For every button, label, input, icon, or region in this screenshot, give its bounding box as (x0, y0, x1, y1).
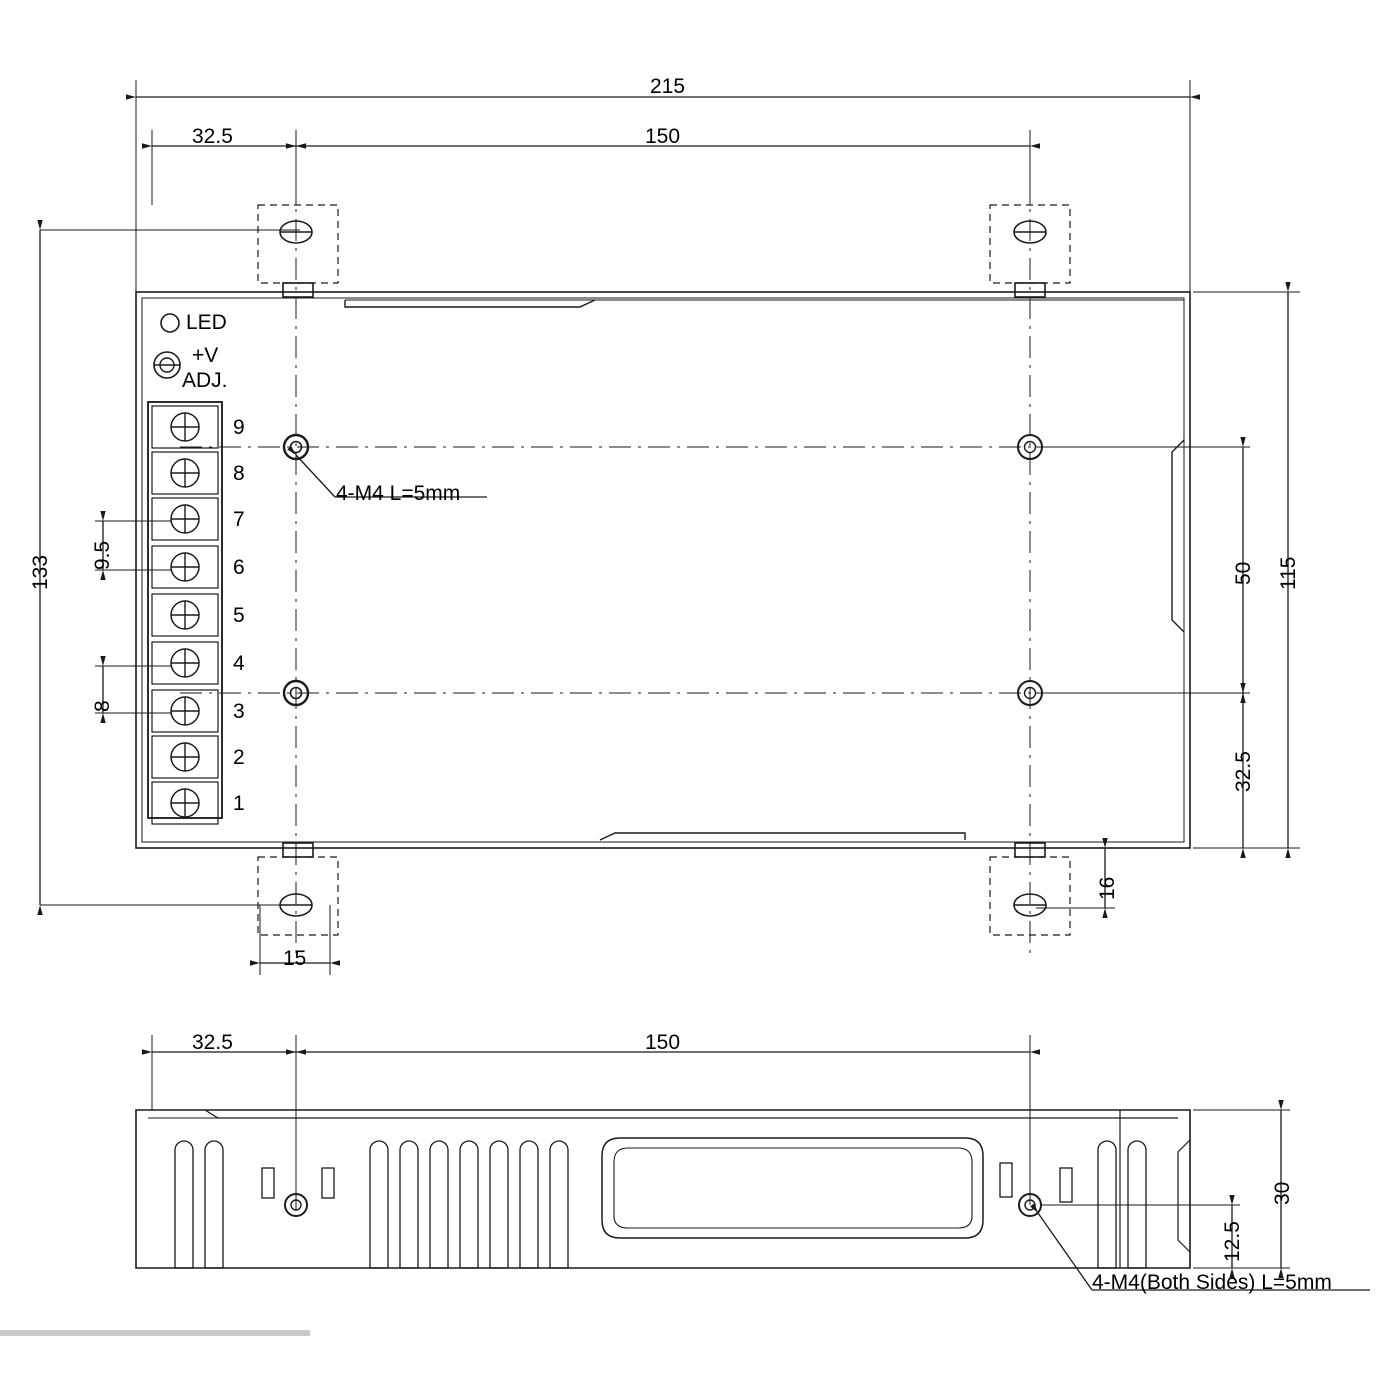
dim-mount-span-vertical: 50 (1232, 561, 1255, 585)
side-dim-mount-span-horizontal: 150 (645, 1031, 681, 1054)
side-dim-mount-offset-left: 32.5 (192, 1031, 233, 1054)
corner-artifact (0, 1330, 310, 1336)
dim-overall-height: 133 (29, 554, 52, 590)
terminal-number: 5 (233, 604, 245, 627)
terminal-screw-group (152, 594, 218, 636)
dim-mount-offset-bottom: 32.5 (1232, 751, 1255, 792)
terminal-number: 3 (233, 700, 245, 723)
terminal-number: 6 (233, 556, 245, 579)
terminal-number: 9 (233, 416, 245, 439)
terminal-screw-group (152, 690, 218, 732)
dim-terminal-pitch-upper: 9.5 (91, 540, 114, 570)
terminal-number: 7 (233, 508, 245, 531)
terminal-screw-group (152, 642, 218, 684)
side-dim-mount-height: 12.5 (1221, 1221, 1244, 1262)
terminal-screw-group (152, 498, 218, 540)
dim-terminal-pitch-lower: 8 (91, 700, 114, 712)
screw-note-top: 4-M4 L=5mm (336, 482, 461, 505)
terminal-screw-group (152, 546, 218, 588)
terminal-screw-group (152, 406, 218, 448)
top-view-group (40, 80, 1370, 1290)
led-label: LED (186, 311, 227, 334)
terminal-number: 8 (233, 462, 245, 485)
screw-note-side: 4-M4(Both Sides) L=5mm (1092, 1271, 1332, 1294)
terminal-number: 1 (233, 792, 245, 815)
vadj-label-line2: ADJ. (182, 369, 228, 392)
dim-mount-offset-left: 32.5 (192, 125, 233, 148)
side-dim-overall-depth: 30 (1271, 1181, 1294, 1205)
terminal-screw-group (152, 452, 218, 494)
dim-mount-span-horizontal: 150 (645, 125, 681, 148)
dim-mount-offset-edge-bottom: 16 (1096, 876, 1119, 900)
terminal-number: 4 (233, 652, 245, 675)
dim-mount-offset-edge-left: 15 (283, 947, 307, 970)
dim-overall-width: 215 (650, 75, 686, 98)
terminal-number: 2 (233, 746, 245, 769)
dim-case-height: 115 (1277, 556, 1300, 590)
terminal-screw-group (152, 736, 218, 778)
vadj-label-line1: +V (192, 344, 219, 367)
